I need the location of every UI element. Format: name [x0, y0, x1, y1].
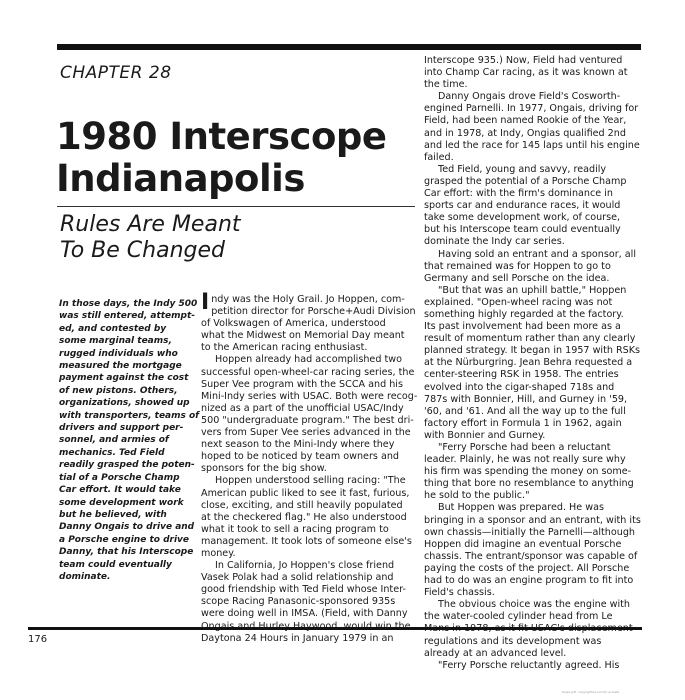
body-line: with Bonnier and Gurney.: [424, 429, 546, 441]
sidebar-line: Danny, that his Interscope: [59, 547, 194, 558]
body-lines: [201, 318, 419, 645]
sidebar-line: some development work: [59, 497, 184, 508]
body-line: But Hoppen was prepared. He was: [438, 502, 604, 514]
body-line: own chassis—initially the Parnelli—although: [424, 526, 635, 538]
sidebar-line: some marginal teams,: [59, 336, 172, 347]
body-line: regulations and its development was: [424, 635, 602, 647]
title-line: Indianapolis: [56, 157, 305, 200]
first-paragraph: [201, 290, 419, 318]
sidebar-pullquote: [59, 298, 200, 583]
sidebar-line: a Porsche engine to drive: [59, 534, 189, 545]
body-line: of Volkswagen of America, understood: [201, 318, 386, 330]
body-column-middle: [201, 290, 419, 645]
page-number: 176: [28, 634, 48, 645]
body-line: what the Midwest on Memorial Day meant: [201, 330, 405, 342]
body-line: something highly regarded at the factory.: [424, 308, 624, 320]
body-line: Mini-Indy series with USAC. Both were recog-: [201, 390, 418, 402]
body-line: next season to the Mini-Indy where they: [201, 439, 395, 451]
sidebar-line: measured the mortgage: [59, 361, 182, 372]
body-line: Its past involvement had been more as a: [424, 321, 621, 333]
body-line: at the checkered flag." He also understood: [201, 511, 407, 523]
body-line: paying the costs of the project. All Porsche: [424, 562, 630, 574]
body-line: chassis. The entrant/sponsor was capable of: [424, 550, 638, 562]
body-line: In California, Jo Hoppen's close friend: [215, 560, 395, 572]
sidebar-line: readily grasped the poten-: [59, 460, 195, 471]
body-line: his firm was spending the money on some-: [424, 466, 632, 478]
body-line: ndy was the Holy Grail. Jo Hoppen, com-: [211, 294, 405, 305]
body-line: take some development work, of course,: [424, 212, 621, 224]
body-line: engined Parnelli. In 1977, Ongais, driving for: [424, 103, 639, 115]
body-line: at the Nürburgring. Jean Behra requested a: [424, 357, 633, 369]
body-line: thing that bore no resemblance to anything: [424, 478, 634, 490]
body-line: bringing in a sponsor and an entrant, with its: [424, 514, 641, 526]
body-line: good friendship with Ted Field whose Inter-: [201, 584, 406, 596]
sidebar-line: Car effort. It would take: [59, 485, 181, 496]
body-line: he sold to the public.": [424, 490, 530, 502]
body-line: Ted Field, young and savvy, readily: [438, 163, 607, 175]
top-rule-right: [428, 44, 641, 50]
body-line: had to do was an engine program to fit into: [424, 575, 634, 587]
body-line: scope Racing Panasonic-sponsored 935s: [201, 596, 396, 608]
sidebar-line: mechanics. Ted Field: [59, 447, 165, 458]
body-line: Field's chassis.: [424, 587, 495, 599]
body-line: to the American racing enthusiast.: [201, 342, 368, 354]
body-line: "Ferry Porsche had been a reluctant: [438, 442, 611, 453]
body-line: Vasek Polak had a solid relationship and: [201, 572, 394, 584]
title-divider: [57, 206, 415, 207]
subtitle-line: Rules Are Meant: [60, 212, 241, 237]
drop-cap: I: [201, 290, 210, 315]
body-line: and in 1978, at Indy, Ongias qualified 2nd: [424, 127, 626, 139]
body-line: into Champ Car racing, as it was known at: [424, 67, 628, 79]
body-line: Hoppen understood selling racing: "The: [215, 475, 406, 487]
sidebar-line: tial of a Porsche Champ: [59, 472, 180, 483]
body-column-right: [424, 55, 642, 672]
sidebar-line: Danny Ongais to drive and: [59, 522, 195, 533]
body-line: "But that was an uphill battle," Hoppen: [438, 284, 627, 296]
body-line: Hoppen already had accomplished two: [215, 354, 402, 366]
sidebar-line: team could eventually: [59, 559, 172, 570]
body-line: 787s with Bonnier, Hill, and Gurney in '59,: [424, 393, 628, 405]
chapter-label: CHAPTER 28: [60, 63, 172, 83]
body-line: Field, had been named Rookie of the Year,: [424, 115, 627, 127]
sidebar-line: but he believed, with: [59, 509, 167, 520]
body-line: result of momentum rather than any clearly: [424, 333, 636, 345]
body-line: evolved into the cigar-shaped 718s and: [424, 381, 615, 393]
body-line: sports car and endurance races, it would: [424, 200, 621, 212]
body-line: what it took to sell a racing program to: [201, 523, 389, 535]
sidebar-line: was still entered, attempt-: [59, 311, 196, 322]
body-line: successful open-wheel-car racing series, the: [201, 366, 415, 378]
chapter-title: [56, 116, 416, 200]
body-line: were doing well in IMSA. (Field, with Danny: [201, 608, 408, 620]
sidebar-line: organizations, showed up: [59, 398, 190, 409]
sidebar-line: payment against the cost: [59, 373, 189, 384]
body-line: planned strategy. It began in 1957 with RSKs: [424, 345, 641, 357]
sidebar-line: with transporters, teams of: [59, 410, 200, 421]
sidebar-line: In those days, the Indy 500: [59, 299, 198, 309]
body-line: failed.: [424, 151, 454, 163]
body-line: money.: [201, 547, 236, 559]
sidebar-line: rugged individuals who: [59, 348, 178, 359]
top-rule: [57, 44, 428, 50]
body-line: Car effort: with the firm's dominance in: [424, 188, 613, 200]
body-line: dominate the Indy car series.: [424, 236, 565, 248]
body-line: nized as a part of the unofficial USAC/Indy: [201, 402, 404, 414]
sidebar-line: ed, and contested by: [59, 323, 167, 334]
body-line: The obvious choice was the engine with: [438, 599, 631, 611]
body-line: explained. "Open-wheel racing was not: [424, 296, 613, 308]
body-line: but his Interscope team could eventually: [424, 224, 621, 236]
body-line: Germany and sell Porsche on the idea.: [424, 272, 610, 284]
body-line: Danny Ongais drove Field's Cosworth-: [438, 91, 621, 103]
body-line: petition director for Porsche+Audi Division: [211, 306, 416, 318]
body-line: grasped the potential of a Porsche Champ: [424, 175, 627, 187]
body-line: "Ferry Porsche reluctantly agreed. His: [438, 659, 620, 671]
body-line: that remained was for Hoppen to go to: [424, 260, 611, 272]
body-line: Interscope 935.) Now, Field had ventured: [424, 55, 623, 66]
body-line: Super Vee program with the SCCA and his: [201, 378, 403, 390]
body-line: already at an advanced level.: [424, 647, 567, 659]
body-line: Having sold an entrant and a sponsor, all: [438, 248, 636, 260]
title-line: 1980 Interscope: [56, 115, 387, 158]
sidebar-line: drivers and support per-: [59, 423, 184, 434]
body-line: the water-cooled cylinder head from Le: [424, 611, 613, 623]
body-line: Hoppen did imagine an eventual Porsche: [424, 538, 622, 550]
body-line: hoped to be noticed by team owners and: [201, 451, 399, 463]
body-line: vers from Super Vee series advanced in the: [201, 427, 411, 439]
body-line: center-steering RSK in 1958. The entries: [424, 369, 619, 381]
body-line: factory effort in Formula 1 in 1962, again: [424, 417, 622, 429]
body-line: 500 "undergraduate program." The best dri-: [201, 414, 414, 426]
body-line: American public liked to see it fast, furious,: [201, 487, 410, 499]
sidebar-line: dominate.: [59, 571, 111, 582]
body-line: the time.: [424, 79, 468, 91]
watermark: Kopie.pdf, copyrighted and for private: [562, 690, 620, 694]
bottom-rule: [28, 627, 642, 630]
body-line: management. It took lots of someone else's: [201, 535, 412, 547]
body-line: and led the race for 145 laps until his engine: [424, 139, 640, 151]
body-line: Daytona 24 Hours in January 1979 in an: [201, 632, 394, 644]
body-line: close, exciting, and still heavily populated: [201, 499, 403, 511]
subtitle-line: To Be Changed: [60, 238, 225, 263]
chapter-subtitle: [60, 212, 241, 264]
body-line: '60, and '61. And all the way up to the full: [424, 405, 626, 417]
body-line: leader. Plainly, he was not really sure why: [424, 454, 626, 466]
sidebar-line: sonnel, and armies of: [59, 435, 169, 446]
sidebar-line: of new pistons. Others,: [59, 385, 178, 396]
body-line: sponsors for the big show.: [201, 463, 327, 475]
